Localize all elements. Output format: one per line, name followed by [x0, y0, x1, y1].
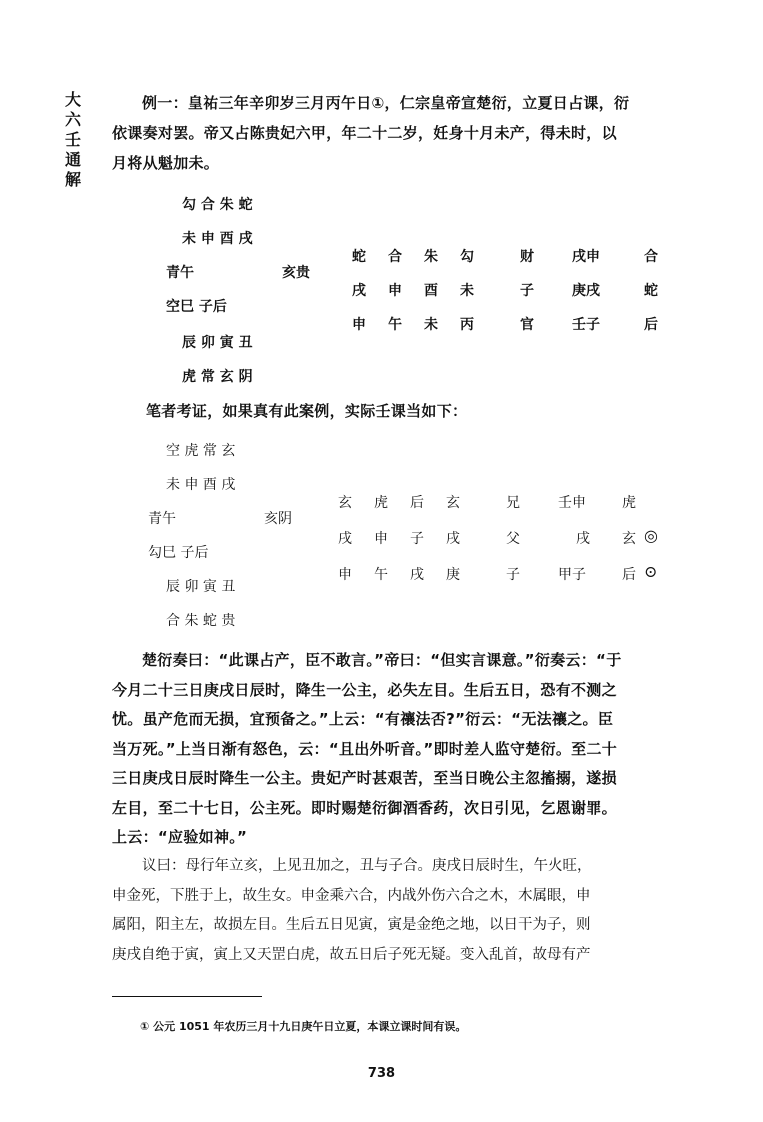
- four-ke-cell: 酉: [424, 283, 438, 299]
- san-chuan-cell: 后: [644, 317, 658, 333]
- chart1-left-mid: 青午: [166, 265, 194, 281]
- double-circle-mark: ◎: [644, 526, 658, 545]
- heading-line: 例一：皇祐三年辛卯岁三月丙午日①，仁宗皇帝宣楚衍，立夏日占课，衍: [142, 94, 630, 112]
- book-title-char: 大: [64, 90, 81, 109]
- commentary-line: 庚戌自绝于寅，寅上又天罡白虎，故五日后子死无疑。变入乱首，故母有产: [112, 946, 591, 963]
- four-ke-cell: 申: [388, 283, 402, 299]
- four-ke-cell: 朱: [424, 249, 438, 265]
- book-title-char: 六: [64, 110, 81, 129]
- san-chuan-cell: 玄: [622, 531, 636, 547]
- heading-line: 依课奏对罢。帝又占陈贵妃六甲，年二十二岁，妊身十月未产，得未时，以: [112, 124, 617, 142]
- book-title-char: 通: [64, 150, 81, 169]
- chart2-row: 未 申 酉 戌: [166, 477, 236, 493]
- commentary-paragraph: [112, 852, 714, 970]
- page-number: 738: [367, 1066, 396, 1081]
- chart1-row: 空巳 子后: [166, 299, 227, 315]
- chart2-right-mid: 亥阴: [264, 511, 292, 527]
- four-ke-cell: 虎: [374, 495, 388, 511]
- story-line: 忧。虽产危而无损，宜预备之。”上云：“有禳法否?”衍云：“无法禳之。臣: [112, 710, 614, 728]
- four-ke-cell: 后: [410, 495, 424, 511]
- example-heading: [112, 88, 714, 178]
- san-chuan-cell: 子: [506, 567, 520, 583]
- chart2-row: 辰 卯 寅 丑: [166, 579, 236, 595]
- book-title-char: 解: [64, 170, 81, 189]
- san-chuan-cell: 虎: [622, 495, 636, 511]
- four-ke-cell: 未: [424, 317, 438, 333]
- story-line: 左目，至二十七日，公主死。即时赐楚衍御酒香药，次日引见，乞恩谢罪。: [112, 798, 617, 817]
- four-ke-cell: 未: [460, 283, 474, 299]
- san-chuan-cell: 壬子: [572, 317, 600, 333]
- san-chuan-cell: 壬申: [558, 495, 586, 511]
- four-ke-cell: 戌: [410, 567, 424, 583]
- san-chuan-cell: 官: [520, 317, 534, 333]
- four-ke-cell: 合: [388, 249, 402, 265]
- four-ke-cell: 戌: [338, 531, 352, 547]
- chart2-row: 勾巳 子后: [148, 545, 209, 561]
- heading-line: 月将从魁加未。: [112, 154, 220, 172]
- four-ke-cell: 申: [374, 531, 388, 547]
- san-chuan-cell: 子: [520, 283, 534, 299]
- chart2-row: 合 朱 蛇 贵: [166, 613, 236, 629]
- chart1-right-mid: 亥贵: [282, 265, 310, 281]
- chart1-row: 勾 合 朱 蛇: [182, 197, 253, 213]
- book-title-vertical: [62, 90, 84, 190]
- footnote: ① 公元 1051 年农历三月十九日庚午日立夏，本课立课时间有误。: [140, 1020, 467, 1033]
- san-chuan-cell: 戌申: [572, 249, 600, 265]
- four-ke-cell: 午: [374, 567, 388, 583]
- san-chuan-cell: 庚戌: [572, 283, 600, 299]
- four-ke-cell: 申: [338, 567, 352, 583]
- commentary-line: 申金死，下胜于上，故生女。申金乘六合，内战外伤六合之木，木属眼，申: [112, 887, 591, 904]
- chart1-row: 未 申 酉 戌: [182, 231, 253, 247]
- commentary-line: 议曰：母行年立亥，上见丑加之，丑与子合。庚戌日辰时生，午火旺，: [142, 858, 592, 874]
- san-chuan-cell: 后: [622, 567, 636, 583]
- four-ke-cell: 午: [388, 317, 402, 333]
- four-ke-cell: 庚: [446, 567, 460, 583]
- four-ke-cell: 戌: [446, 531, 460, 547]
- four-ke-cell: 丙: [460, 317, 474, 333]
- author-note: 笔者考证，如果真有此案例，实际壬课当如下：: [146, 402, 468, 420]
- san-chuan-cell: 蛇: [644, 283, 658, 299]
- chart2-row: 空 虎 常 玄: [166, 443, 236, 459]
- chart2-left-mid: 青午: [148, 511, 176, 527]
- four-ke-cell: 玄: [446, 495, 460, 511]
- footnote-divider: [112, 996, 262, 997]
- story-line: 当万死。”上当日渐有怒色，云：“且出外听音。”即时差人监守楚衍。至二十: [112, 739, 618, 758]
- book-title-char: 壬: [64, 130, 81, 149]
- san-chuan-cell: 合: [644, 249, 658, 265]
- san-chuan-cell: 戌: [576, 531, 590, 547]
- story-line: 上云：“应验如神。”: [112, 828, 248, 846]
- four-ke-cell: 蛇: [352, 249, 366, 265]
- san-chuan-cell: 兄: [506, 495, 520, 511]
- four-ke-cell: 子: [410, 531, 424, 547]
- story-paragraph: [112, 646, 714, 853]
- four-ke-cell: 戌: [352, 283, 366, 299]
- chart1-row: 辰 卯 寅 丑: [182, 335, 253, 351]
- four-ke-cell: 勾: [460, 249, 474, 265]
- san-chuan-cell: 财: [520, 249, 534, 265]
- commentary-line: 属阳，阳主左，故损左目。生后五日见寅，寅是金绝之地，以日干为子，则: [112, 917, 591, 933]
- story-line: 楚衍奏曰：“此课占产，臣不敢言。”帝曰：“但实言课意。”衍奏云：“于: [142, 651, 622, 669]
- san-chuan-cell: 甲子: [558, 567, 586, 583]
- san-chuan-cell: 父: [506, 531, 520, 547]
- dot-circle-mark: ⊙: [644, 562, 658, 581]
- four-ke-cell: 申: [352, 317, 366, 333]
- chart1-row: 虎 常 玄 阴: [182, 369, 253, 385]
- story-line: 今月二十三日庚戌日辰时，降生一公主，必失左目。生后五日，恐有不测之: [112, 680, 617, 699]
- four-ke-cell: 玄: [338, 495, 352, 511]
- story-line: 三日庚戌日辰时降生一公主。贵妃产时甚艰苦，至当日晚公主忽搐搦，遂损: [112, 769, 617, 787]
